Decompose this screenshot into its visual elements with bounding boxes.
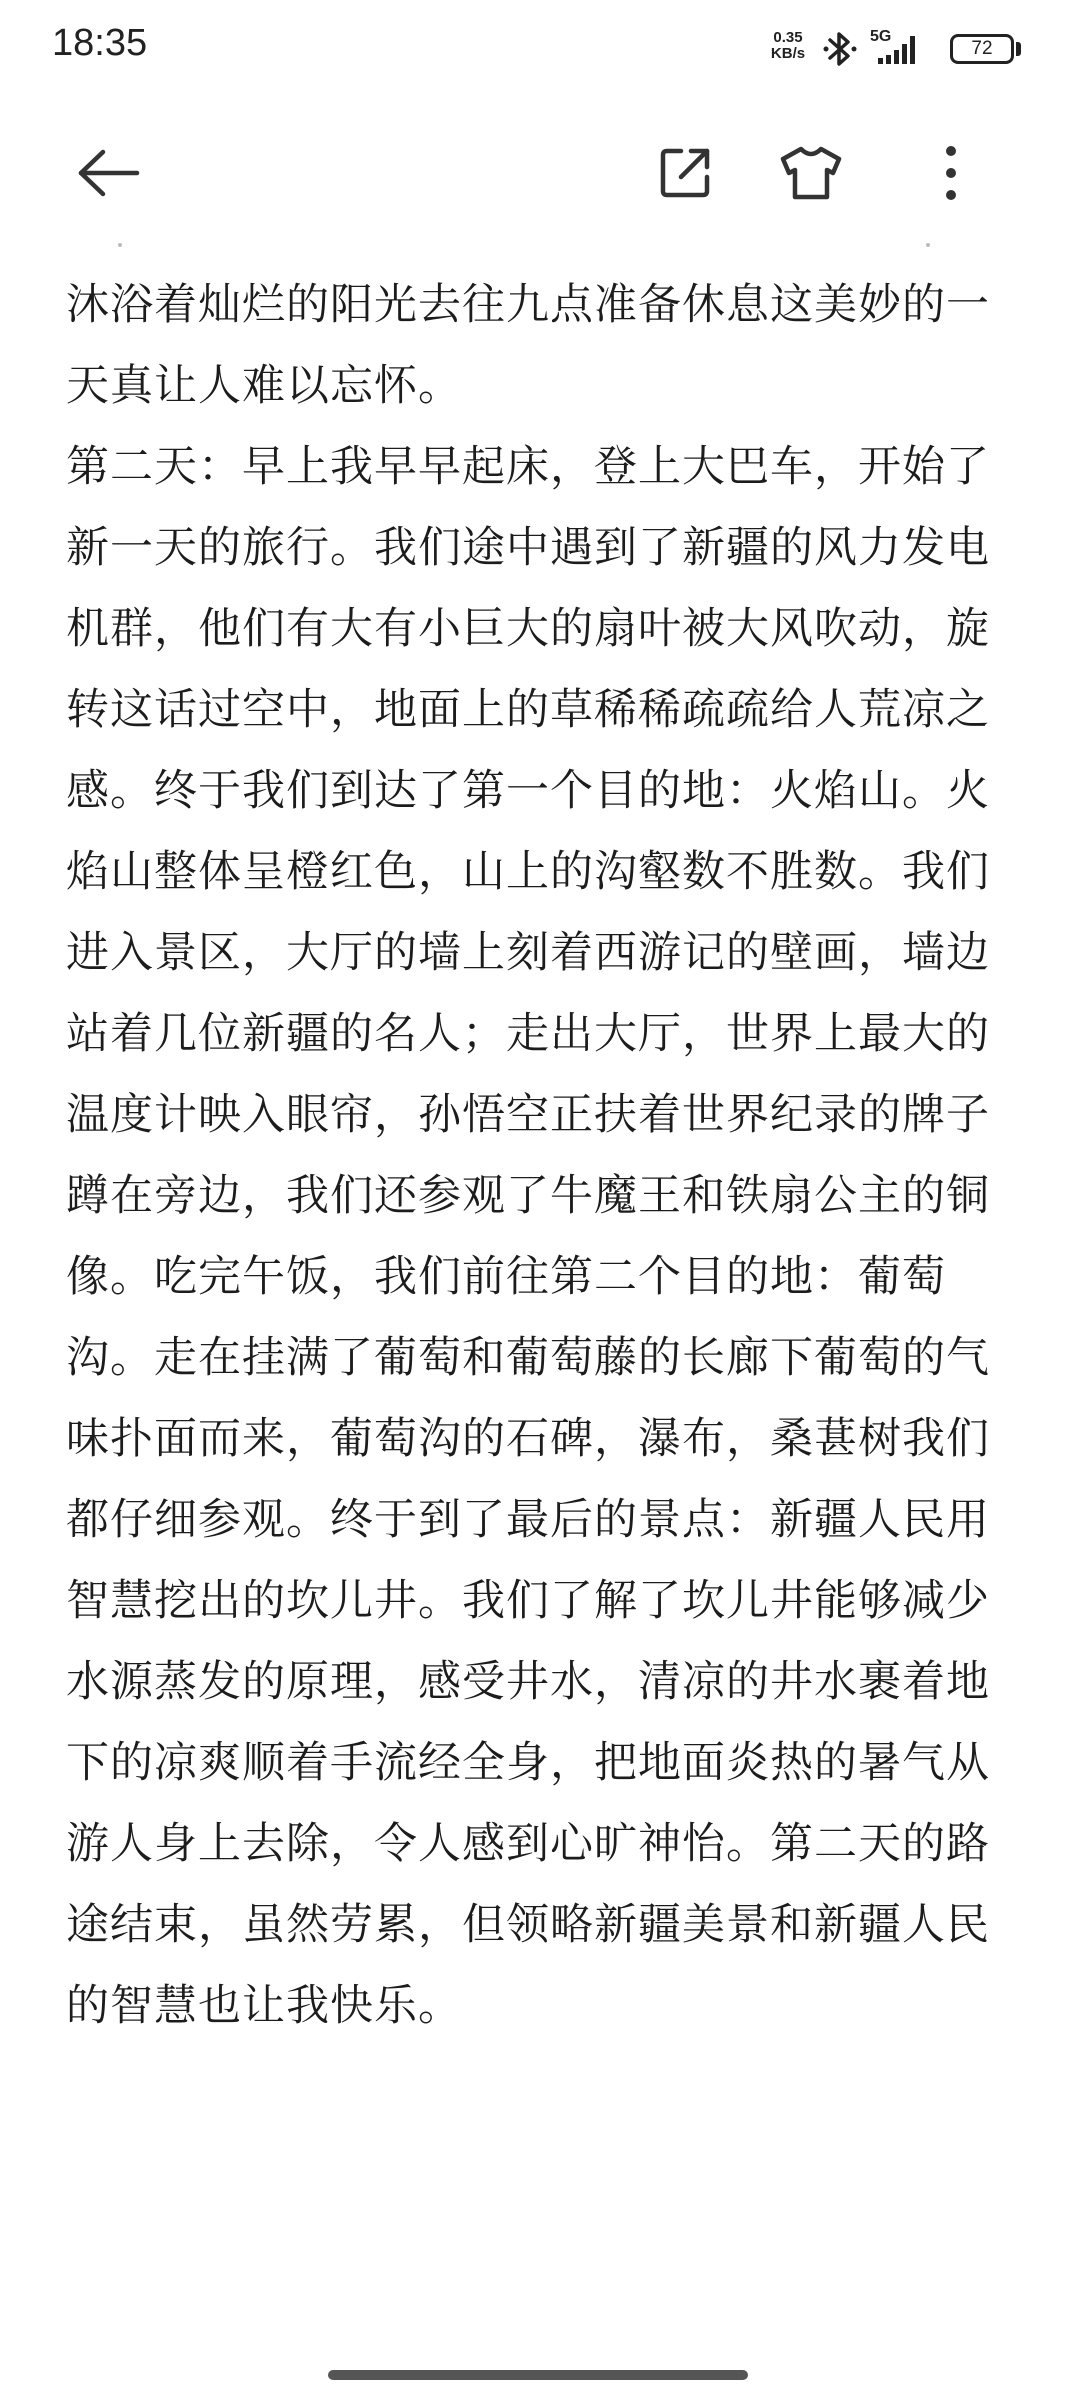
network-speed: [758, 30, 818, 62]
divider-dot: [118, 243, 122, 247]
article-paragraph: 沐浴着灿烂的阳光去往九点准备休息这美妙的一天真让人难以忘怀。: [66, 280, 990, 411]
theme-button[interactable]: [756, 120, 866, 230]
arrow-left-icon: [77, 148, 141, 202]
network-speed-value: 0.35: [773, 29, 803, 46]
battery-icon: [950, 34, 1014, 64]
share-button[interactable]: [630, 120, 740, 230]
article-body: [66, 265, 1006, 2047]
article-paragraph: 第二天：早上我早早起床，登上大巴车，开始了新一天的旅行。我们途中遇到了新疆的风力发电机群，他们有大有小巨大的扇叶被大风吹动，旋转这话过空中，地面上的草稀稀疏疏给人荒凉之感。终于我们到达了第一个目的地：火焰山。火焰山整体呈橙红色，山上的沟壑数不胜数。我们进入景区，大厅的墙上刻着西游记的壁画，墙边站着几位新疆的名人；走出大厅，世界上最大的温度计映入眼帘，孙悟空正扶着世界纪录的牌子蹲在旁边，我们还参观了牛魔王和铁扇公主的铜像。吃完午饭，我们前往第二个目的地：葡萄沟。走在挂满了葡萄和葡萄藤的长廊下葡萄的气味扑面而来，葡萄沟的石碑，瀑布，桑葚树我们都仔细参观。终于到了最后的景点：新疆人民用智慧挖出的坎儿井。我们了解了坎儿井能够减少水源蒸发的原理，感受井水，清凉的井水裹着地下的凉爽顺着手流经全身，把地面炎热的暑气从游人身上去除，令人感到心旷神怡。第二天的路途结束，虽然劳累，但领略新疆美景和新疆人民的智慧也让我快乐。: [66, 442, 990, 2031]
cellular-signal-icon: [870, 28, 940, 76]
bluetooth-icon: [822, 28, 858, 74]
home-indicator[interactable]: [328, 2370, 748, 2380]
t-shirt-icon: [779, 145, 843, 205]
more-vertical-icon: [944, 145, 958, 205]
divider-dot: [926, 243, 930, 247]
clock: 18:35: [52, 22, 148, 64]
network-speed-unit: KB/s: [770, 45, 806, 62]
network-type-label: 5G: [870, 28, 892, 45]
more-options-button[interactable]: [896, 120, 1006, 230]
battery-tip: [1016, 42, 1021, 56]
battery-level: 72: [971, 38, 993, 59]
reader-toolbar: [0, 120, 1080, 230]
back-button[interactable]: [54, 120, 164, 230]
status-bar: [0, 0, 1080, 100]
share-external-icon: [657, 145, 713, 205]
